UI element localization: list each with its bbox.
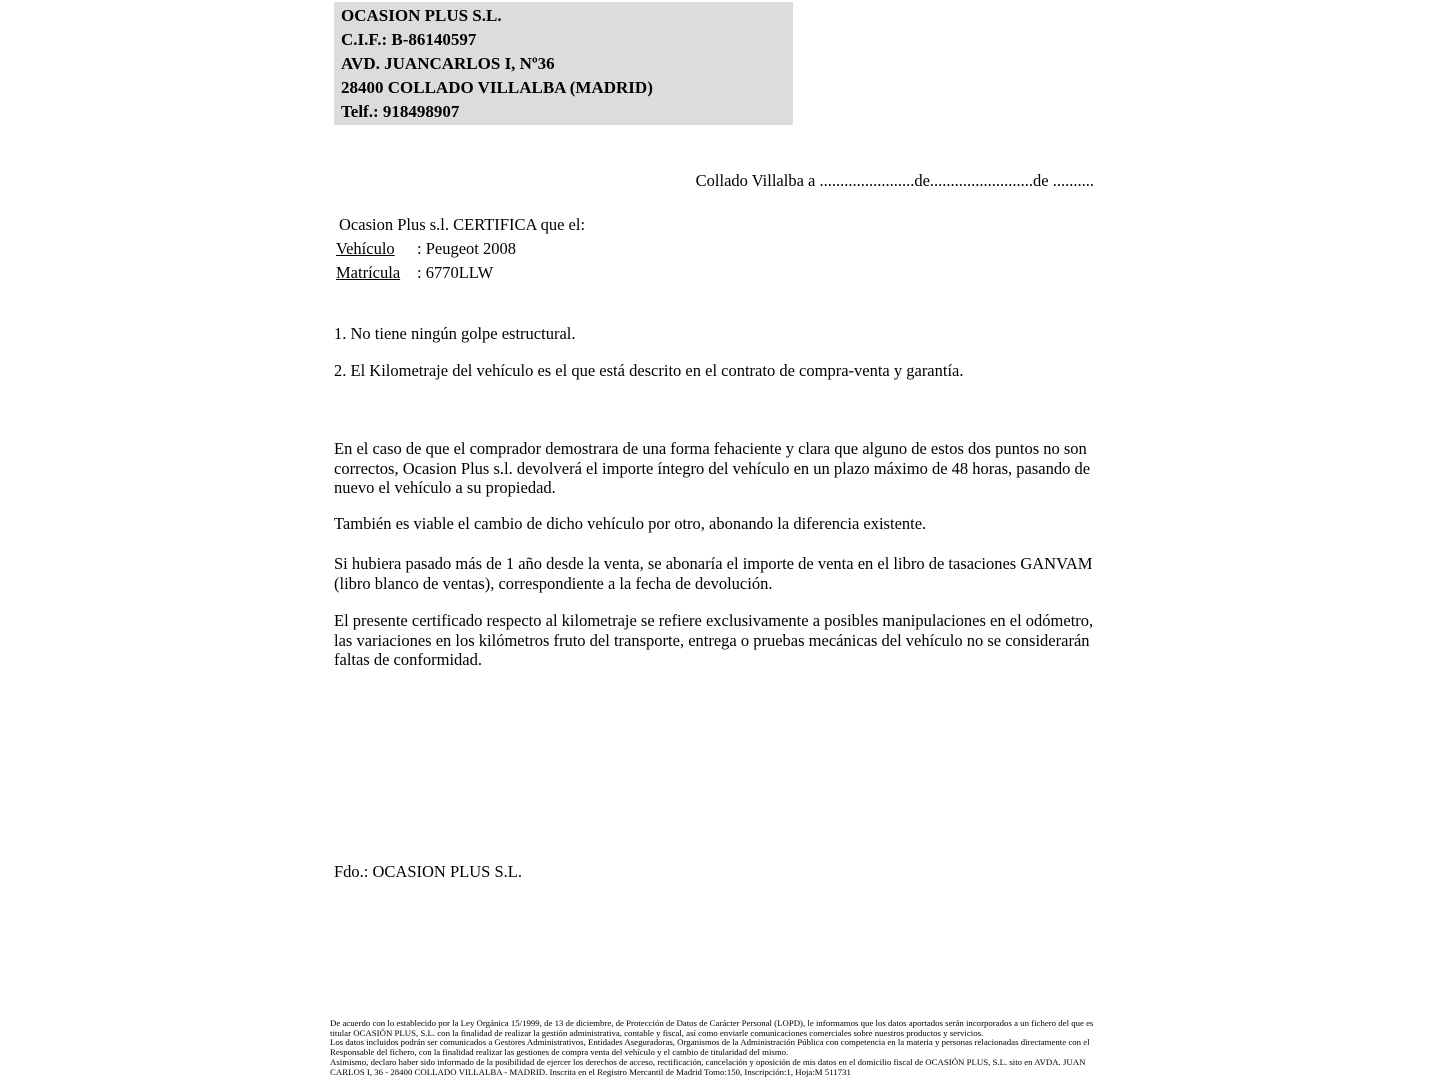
legal-paragraph-rights: Asimismo, declaro haber sido informado de la posibilidad de ejercer los derechos de acceso, rectificación, cancelación y oposición de mis datos en el domicilio fiscal de OCASIÓN PLUS, S.L. sito en AVDA. JUAN CARLOS I, 36 - 28400 COLLADO VILLALBA - MADRID. Inscrita en el Registro Mercantil de Madrid Tomo:150, Inscripción:1, Hoja:M 511731	[330, 1056, 1086, 1077]
plate-value: : 6770LLW	[417, 263, 494, 282]
certify-intro: Ocasion Plus s.l. CERTIFICA que el:	[339, 215, 586, 234]
paragraph-ganvam-valuation: Si hubiera pasado más de 1 año desde la venta, se abonaría el importe de venta en el libro de tasaciones GANVAM (libro blanco de ventas), correspondiente a la fecha de devolución.	[334, 554, 1093, 593]
company-header-box	[334, 2, 793, 125]
paragraph-odometer-disclaimer: El presente certificado respecto al kilometraje se refiere exclusivamente a posibles manipulaciones en el odómetro, las variaciones en los kilómetros fruto del transporte, entrega o pruebas mecánicas del vehículo no se considerarán faltas de conformidad.	[334, 611, 1094, 669]
company-name: OCASION PLUS S.L.	[341, 6, 502, 25]
company-address: AVD. JUANCARLOS I, Nº36	[341, 54, 555, 73]
legal-paragraph-lopd: De acuerdo con lo establecido por la Ley Orgánica 15/1999, de 13 de diciembre, de Protección de Datos de Carácter Personal (LOPD), le informamos que los datos aportados serán incorporados a un fichero del que es titular OCASIÓN PLUS, S.L. con la finalidad de realizar la gestión administrativa, contable y fiscal, así como enviarle comunicaciones comerciales sobre nuestros productos y servicios.	[330, 1018, 1094, 1038]
company-city: 28400 COLLADO VILLALBA (MADRID)	[341, 78, 653, 97]
certification-block	[336, 213, 585, 285]
vehicle-value: : Peugeot 2008	[417, 239, 516, 258]
signature-line: Fdo.: OCASION PLUS S.L.	[334, 862, 522, 881]
paragraph-exchange-option: También es viable el cambio de dicho vehículo por otro, abonando la diferencia existente.	[334, 514, 927, 533]
paragraph-refund-policy: En el caso de que el comprador demostrara de una forma fehaciente y clara que alguno de estos dos puntos no son correctos, Ocasion Plus s.l. devolverá el importe íntegro del vehículo en un plazo máximo de 48 horas, pasando de nuevo el vehículo a su propiedad.	[334, 439, 1091, 497]
legal-footer	[330, 1019, 1100, 1077]
plate-label-wrap	[336, 261, 417, 285]
vehicle-row	[336, 237, 585, 261]
date-line: Collado Villalba a .......................de.........................de ..........	[695, 171, 1094, 190]
point-structural-damage: 1. No tiene ningún golpe estructural.	[334, 324, 576, 343]
company-phone: Telf.: 918498907	[341, 102, 460, 121]
certificate-document	[330, 0, 1100, 1080]
vehicle-label: Vehículo	[336, 239, 395, 258]
plate-label: Matrícula	[336, 263, 401, 282]
legal-paragraph-data-sharing: Los datos incluidos podrán ser comunicados a Gestores Administrativos, Entidades Aseguradoras, Organismos de la Administración Pública con competencia en la materia y personas relacionadas directamente con el Responsable del fichero, con la finalidad realizar las gestiones de compra venta del vehículo y el cambio de titularidad del mismo.	[330, 1037, 1090, 1058]
plate-row	[336, 261, 585, 285]
company-cif: C.I.F.: B-86140597	[341, 30, 477, 49]
point-mileage: 2. El Kilometraje del vehículo es el que está descrito en el contrato de compra-venta y garantía.	[334, 361, 964, 380]
vehicle-label-wrap	[336, 237, 417, 261]
